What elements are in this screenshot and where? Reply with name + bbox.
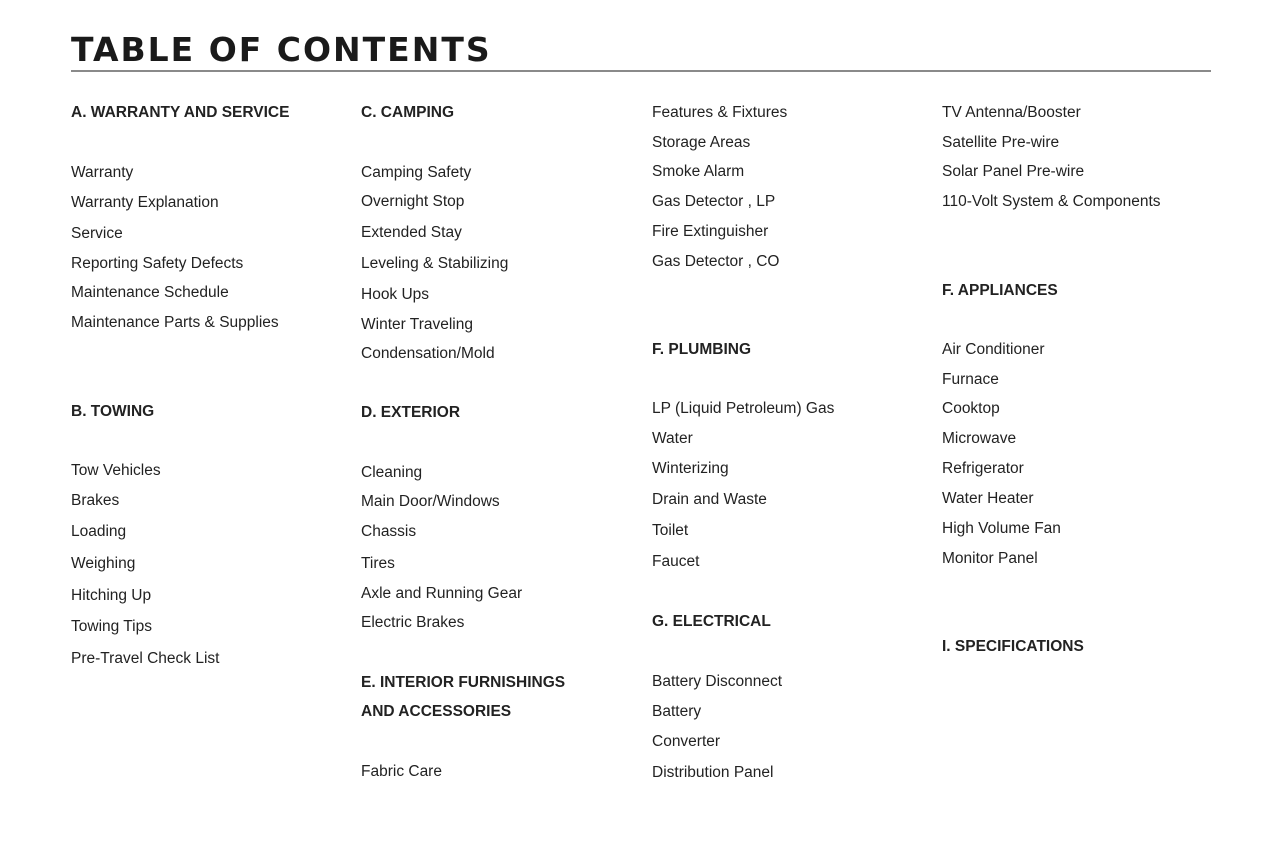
toc-entry[interactable]: Smoke Alarm <box>652 163 745 180</box>
toc-entry[interactable]: Furnace <box>942 371 999 388</box>
toc-entry[interactable]: Main Door/Windows <box>361 493 500 510</box>
toc-entry[interactable]: Distribution Panel <box>652 764 774 781</box>
toc-entry[interactable]: Monitor Panel <box>942 550 1038 567</box>
toc-entry[interactable]: Cleaning <box>361 464 423 481</box>
toc-entry[interactable]: Water Heater <box>942 490 1034 507</box>
section-heading: B. TOWING <box>71 403 155 420</box>
toc-entry[interactable]: Maintenance Parts & Supplies <box>71 314 279 331</box>
toc-entry[interactable]: Extended Stay <box>361 224 462 241</box>
section-heading: F. APPLIANCES <box>942 282 1058 299</box>
toc-entry[interactable]: Storage Areas <box>652 134 751 151</box>
toc-entry[interactable]: Maintenance Schedule <box>71 284 229 301</box>
toc-entry[interactable]: High Volume Fan <box>942 520 1061 537</box>
toc-entry[interactable]: Fabric Care <box>361 763 442 780</box>
toc-entry[interactable]: Features & Fixtures <box>652 104 788 121</box>
toc-entry[interactable]: Satellite Pre-wire <box>942 134 1060 151</box>
toc-entry[interactable]: Leveling & Stabilizing <box>361 255 509 272</box>
section-heading: I. SPECIFICATIONS <box>942 638 1084 655</box>
toc-entry[interactable]: Tires <box>361 555 395 572</box>
toc-entry[interactable]: Reporting Safety Defects <box>71 255 244 272</box>
toc-entry[interactable]: Winterizing <box>652 460 729 477</box>
section-heading: C. CAMPING <box>361 104 454 121</box>
toc-entry[interactable]: Converter <box>652 733 721 750</box>
toc-entry[interactable]: Microwave <box>942 430 1017 447</box>
toc-entry[interactable]: Battery Disconnect <box>652 673 783 690</box>
toc-entry[interactable]: Gas Detector , CO <box>652 253 780 270</box>
section-heading: E. INTERIOR FURNISHINGS <box>361 674 566 691</box>
toc-entry[interactable]: Service <box>71 225 123 242</box>
toc-entry[interactable]: Water <box>652 430 693 447</box>
toc-entry[interactable]: Overnight Stop <box>361 193 465 210</box>
toc-entry[interactable]: Chassis <box>361 523 417 540</box>
toc-entry[interactable]: Pre-Travel Check List <box>71 650 220 667</box>
toc-entry[interactable]: Weighing <box>71 555 136 572</box>
page-title: TABLE OF CONTENTS <box>71 30 492 69</box>
toc-entry[interactable]: Drain and Waste <box>652 491 767 508</box>
toc-entry[interactable]: Solar Panel Pre-wire <box>942 163 1085 180</box>
toc-entry[interactable]: Axle and Running Gear <box>361 585 523 602</box>
toc-entry[interactable]: Brakes <box>71 492 120 509</box>
section-heading: D. EXTERIOR <box>361 404 461 421</box>
toc-entry[interactable]: Fire Extinguisher <box>652 223 769 240</box>
toc-entry[interactable]: Condensation/Mold <box>361 345 495 362</box>
title-divider <box>71 70 1211 72</box>
toc-entry[interactable]: Hitching Up <box>71 587 152 604</box>
toc-entry[interactable]: 110-Volt System & Components <box>942 193 1161 210</box>
section-heading: AND ACCESSORIES <box>361 703 512 720</box>
toc-entry[interactable]: Toilet <box>652 522 689 539</box>
toc-entry[interactable]: Electric Brakes <box>361 614 465 631</box>
section-heading: A. WARRANTY AND SERVICE <box>71 104 290 121</box>
section-heading: F. PLUMBING <box>652 341 752 358</box>
toc-entry[interactable]: Loading <box>71 523 127 540</box>
toc-entry[interactable]: Warranty Explanation <box>71 194 219 211</box>
toc-entry[interactable]: LP (Liquid Petroleum) Gas <box>652 400 835 417</box>
toc-entry[interactable]: Winter Traveling <box>361 316 473 333</box>
toc-entry[interactable]: Gas Detector , LP <box>652 193 776 210</box>
toc-entry[interactable]: Towing Tips <box>71 618 152 635</box>
toc-entry[interactable]: Refrigerator <box>942 460 1024 477</box>
toc-entry[interactable]: Air Conditioner <box>942 341 1045 358</box>
toc-entry[interactable]: Faucet <box>652 553 700 570</box>
toc-entry[interactable]: TV Antenna/Booster <box>942 104 1081 121</box>
toc-entry[interactable]: Battery <box>652 703 702 720</box>
toc-entry[interactable]: Hook Ups <box>361 286 430 303</box>
toc-entry[interactable]: Warranty <box>71 164 134 181</box>
section-heading: G. ELECTRICAL <box>652 613 771 630</box>
toc-entry[interactable]: Tow Vehicles <box>71 462 161 479</box>
toc-entry[interactable]: Cooktop <box>942 400 1000 417</box>
toc-entry[interactable]: Camping Safety <box>361 164 472 181</box>
